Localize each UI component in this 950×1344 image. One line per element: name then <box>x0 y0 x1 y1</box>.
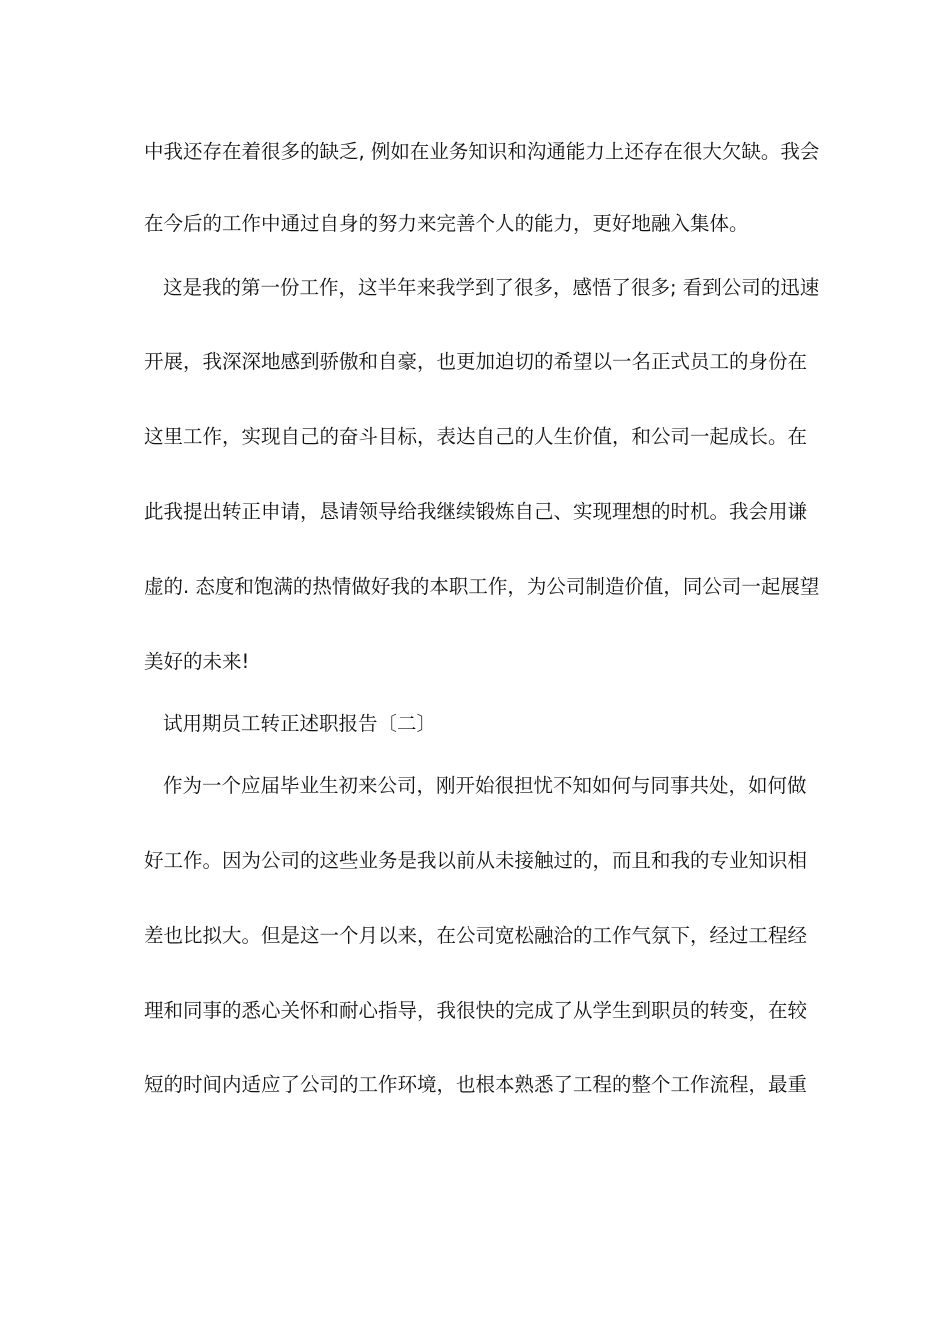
paragraph-first-line: 作为一个应届毕业生初来公司，刚开始很担忧不知如何与同事共处，如何做 <box>163 774 807 797</box>
body-text-line: 美好的未来! <box>144 650 250 673</box>
section-heading: 试用期员工转正述职报告〔二〕 <box>163 712 437 735</box>
body-text-line: 理和同事的悉心关怀和耐心指导，我很快的完成了从学生到职员的转变，在较 <box>144 999 808 1022</box>
body-text-line: 在今后的工作中通过自身的努力来完善个人的能力，更好地融入集体。 <box>144 212 749 235</box>
body-text-line: 这里工作，实现自己的奋斗目标，表达自己的人生价值，和公司一起成长。在 <box>144 425 808 448</box>
paragraph-first-line: 这是我的第一份工作，这半年来我学到了很多，感悟了很多; 看到公司的迅速 <box>163 276 820 299</box>
body-text-line: 此我提出转正申请，恳请领导给我继续锻炼自己、实现理想的时机。我会用谦 <box>144 500 808 523</box>
body-text-line: 差也比拟大。但是这一个月以来，在公司宽松融洽的工作气氛下，经过工程经 <box>144 924 808 947</box>
body-text-line: 开展，我深深地感到骄傲和自豪，也更加迫切的希望以一名正式员工的身份在 <box>144 350 808 373</box>
body-text-line: 好工作。因为公司的这些业务是我以前从未接触过的，而且和我的专业知识相 <box>144 849 808 872</box>
body-text-line: 短的时间内适应了公司的工作环境，也根本熟悉了工程的整个工作流程，最重 <box>144 1073 808 1096</box>
body-text-line: 中我还存在着很多的缺乏, 例如在业务知识和沟通能力上还存在很大欠缺。我会 <box>144 140 820 163</box>
body-text-line: 虚的. 态度和饱满的热情做好我的本职工作，为公司制造价值，同公司一起展望 <box>144 575 820 598</box>
